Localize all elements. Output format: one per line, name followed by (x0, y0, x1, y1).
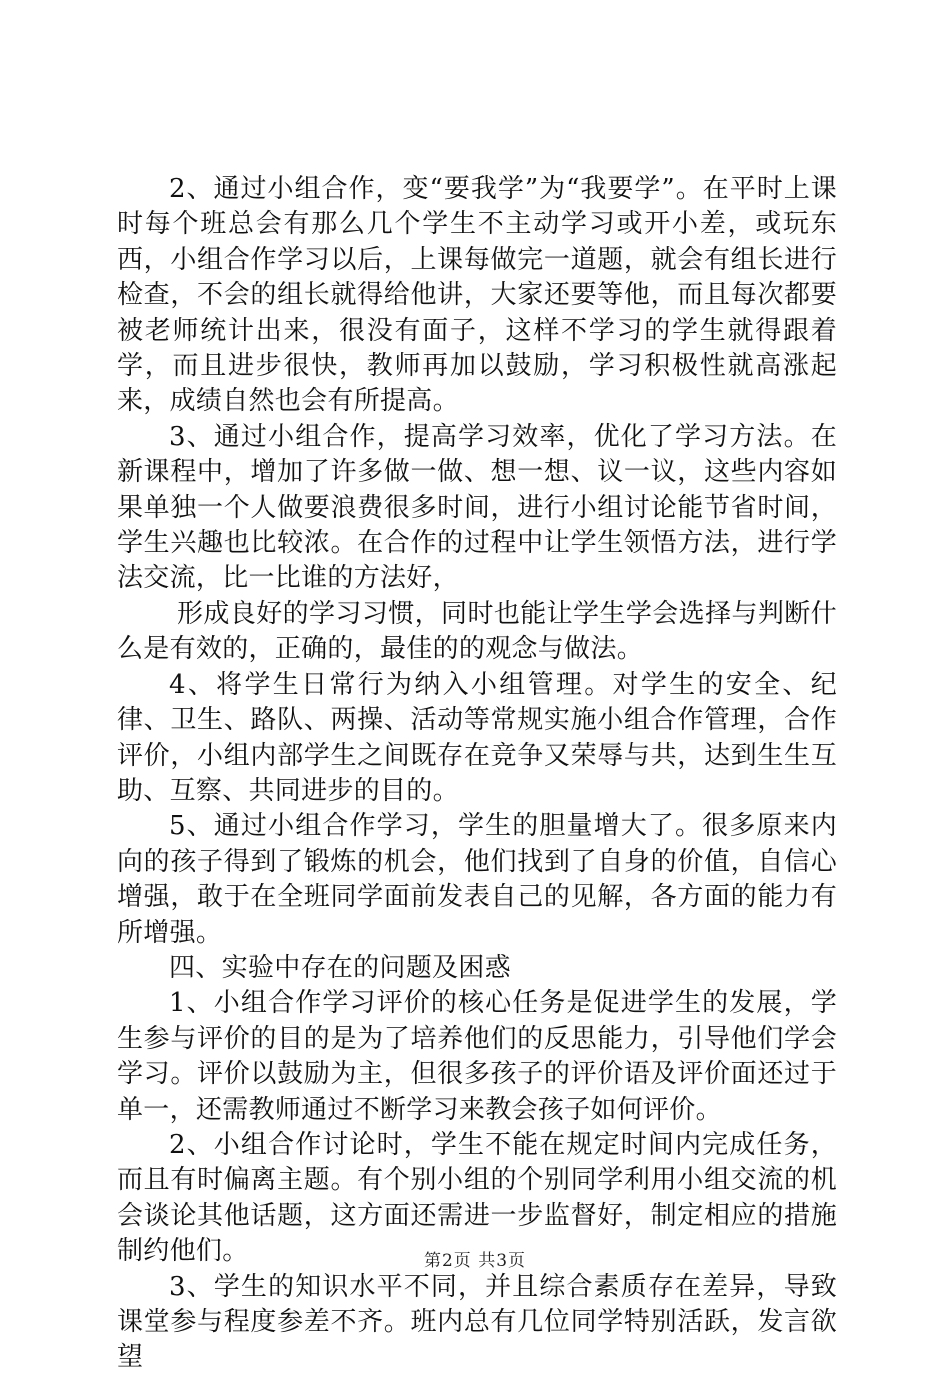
document-body (117, 172, 837, 1376)
paragraph-courage-growth: 5、通过小组合作学习，学生的胆量增大了。很多原来内向的孩子得到了锻炼的机会，他们找到了自身的价值，自信心增强，敢于在全班同学面前发表自己的见解，各方面的能力有所增强。 (117, 811, 837, 948)
paragraph-cooperation-motivation: 2、通过小组合作，变“要我学”为“我要学”。在平时上课时每个班总会有那么几个学生不主动学习或开小差，或玩东西，小组合作学习以后，上课每做完一道题，就会有组长进行检查，不会的组长就得给他讲，大家还要等他，而且每次都要被老师统计出来，很没有面子，这样不学习的学生就得跟着学，而且进步很快，教师再加以鼓励，学习积极性就高涨起来，成绩自然也会有所提高。 (117, 174, 837, 417)
paragraph-evaluation-issue: 1、小组合作学习评价的核心任务是促进学生的发展，学生参与评价的目的是为了培养他们的反思能力，引导他们学会学习。评价以鼓励为主，但很多孩子的评价语及评价面还过于单一，还需教师通过不断学习来教会孩子如何评价。 (117, 988, 837, 1125)
paragraph-knowledge-level-issue: 3、学生的知识水平不同，并且综合素质存在差异，导致课堂参与程度参差不齐。班内总有几位同学特别活跃，发言欲望 (117, 1271, 837, 1373)
section-heading-problems: 四、实验中存在的问题及困惑 (169, 952, 511, 983)
paragraph-discussion-time-issue: 2、小组合作讨论时，学生不能在规定时间内完成任务，而且有时偏离主题。有个别小组的个别同学利用小组交流的机会谈论其他话题，这方面还需进一步监督好，制定相应的措施制约他们。 (117, 1129, 837, 1267)
page-number-footer: 第2页 共3页 (423, 1251, 527, 1271)
paragraph-group-management: 4、将学生日常行为纳入小组管理。对学生的安全、纪律、卫生、路队、两操、活动等常规实施小组合作管理，合作评价，小组内部学生之间既存在竞争又荣辱与共，达到生生互助、互察、共同进步的目的。 (117, 669, 837, 806)
paragraph-learning-habits: 形成良好的学习习惯，同时也能让学生学会选择与判断什么是有效的，正确的，最佳的的观念与做法。 (117, 598, 837, 665)
paragraph-learning-efficiency: 3、通过小组合作，提高学习效率，优化了学习方法。在新课程中，增加了许多做一做、想一想、议一议，这些内容如果单独一个人做要浪费很多时间，进行小组讨论能节省时间，学生兴趣也比较浓。在合作的过程中让学生领悟方法，进行学法交流，比一比谁的方法好， (117, 421, 837, 594)
